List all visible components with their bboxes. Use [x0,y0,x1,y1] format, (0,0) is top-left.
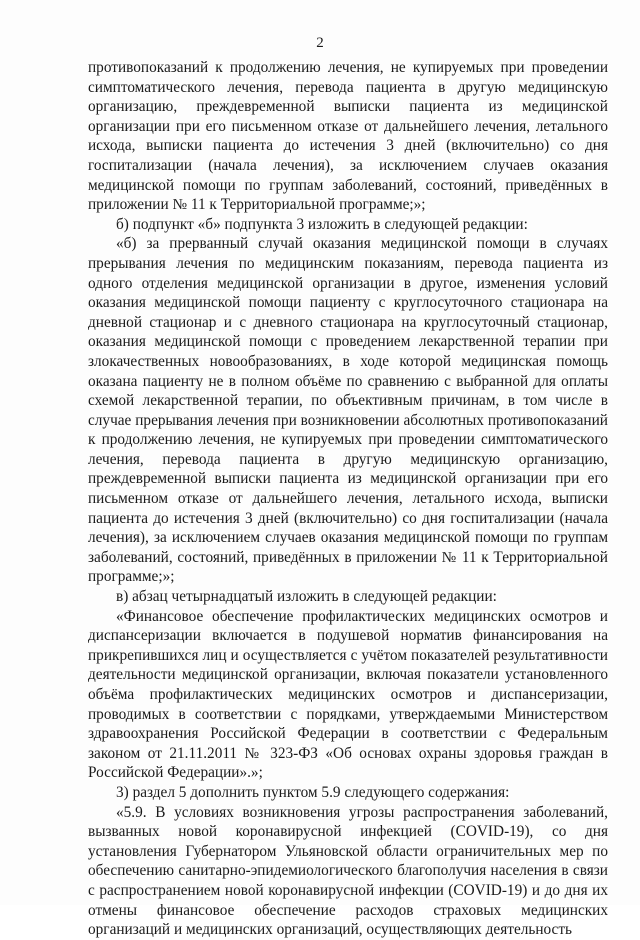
document-body [88,58,608,940]
paragraph-continuation: противопоказаний к продолжению лечения, не купируемых при проведении симптоматического лечения, перевода пациента в другую медицинскую организацию, преждевременной выписки пациента из медицинской организации при его письменном отказе от дальнейшего лечения, летального исхода, выписки пациента до истечения 3 дней (включительно) со дня госпитализации (начала лечения), за исключением случаев оказания медицинской помощи по группам заболеваний, состояний, приведённых в приложении № 11 к Территориальной программе;»; [88,59,608,214]
paragraph-item-v-heading: в) абзац четырнадцатый изложить в следующей редакции: [116,588,497,606]
paragraph-item-b-text: «б) за прерванный случай оказания медицинской помощи в случаях прерывания лечения по медицинским показаниям, перевода пациента из одного отделения медицинской организации в другое, изменения условий оказания медицинской помощи пациенту с круглосуточного стационара на дневной стационар и с дневного стационара на круглосуточный стационар, оказания медицинской помощи с проведением лекарственной терапии при злокачественных новообразованиях, в ходе которой медицинская помощь оказана пациенту не в полном объёме по сравнению с выбранной для оплаты схемой лекарственной терапии, по объективным причинам, в том числе в случае прерывания лечения при возникновении абсолютных противопоказаний к продолжению лечения, не купируемых при проведении симптоматического лечения, перевода пациента в другую медицинскую организацию, преждевременной выписки пациента из медицинской организации при его письменном отказе от дальнейшего лечения, летального исхода, выписки пациента до истечения 3 дней (включительно) со дня госпитализации (начала лечения), за исключением случаев оказания медицинской помощи по группам заболеваний, состояний, приведённых в приложении № 11 к Территориальной программе;»; [88,235,608,586]
paragraph-item-b-heading: б) подпункт «б» подпункта 3 изложить в следующей редакции: [116,215,528,233]
paragraph-item-v-text: «Финансовое обеспечение профилактических медицинских осмотров и диспансеризации включается в подушевой норматив финансирования на прикрепившихся лиц и осуществляется с учётом показателей результативности деятельности медицинской организации, включая показатели установленного объёма профилактических медицинских осмотров и диспансеризации, проводимых в соответствии с порядками, утверждаемыми Министерством здравоохранения Российской Федерации в соответствии с Федеральным законом от 21.11.2011 № 323-ФЗ «Об основах охраны здоровья граждан в Российской Федерации».»; [88,607,608,782]
page-number: 2 [316,35,324,51]
paragraph-item-3-heading: 3) раздел 5 дополнить пунктом 5.9 следующего содержания: [116,783,510,801]
paragraph-item-5-9-text: «5.9. В условиях возникновения угрозы распространения заболеваний, вызванных новой коронавирусной инфекцией (COVID-19), со дня установления Губернатором Ульяновской области ограничительных мер по обеспечению санитарно-эпидемиологического благополучия населения в связи с распространением новой коронавирусной инфекции (COVID-19) и до дня их отмены финансовое обеспечение расходов страховых медицинских организаций и медицинских организаций, осуществляющих деятельность [88,803,608,939]
